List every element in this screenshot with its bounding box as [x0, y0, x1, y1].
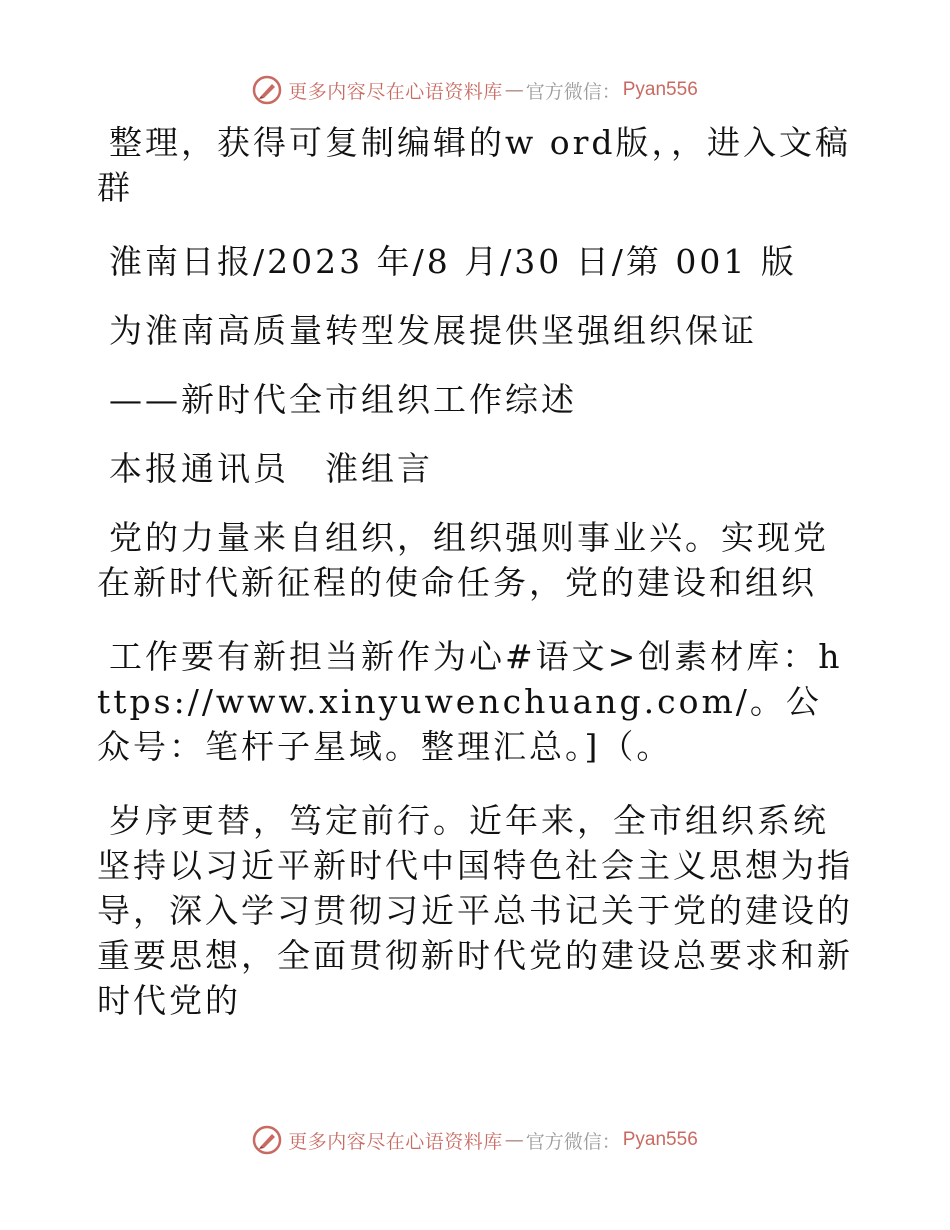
- pen-logo-icon: [252, 75, 282, 105]
- banner-dash: —: [504, 1129, 524, 1151]
- header-watermark-banner: [0, 70, 950, 110]
- paragraph-source: 淮南日报/2023 年/8 月/30 日/第 001 版: [109, 242, 797, 281]
- paragraph-body: 岁序更替，笃定前行。近年来，全市组织系统坚持以习近平新时代中国特色社会主义思想为指导，深入学习贯彻习近平总书记关于党的建设的重要思想，全面贯彻新时代党的建设总要求和新时代党的: [97, 801, 853, 1020]
- banner-dash: —: [504, 79, 524, 101]
- banner-text: 更多内容尽在心语资料库: [288, 1130, 503, 1153]
- paragraph-source-note: 工作要有新担当新作为心#语文>创素材库：https://www.xinyuwenchuang.com/。公众号：笔杆子星域。整理汇总。]（。: [97, 637, 843, 766]
- paragraph-byline: 本报通讯员 淮组言: [109, 449, 433, 488]
- banner-official-label: 官方微信：: [525, 80, 621, 103]
- paragraph-headline: 为淮南高质量转型发展提供坚强组织保证: [109, 311, 757, 350]
- banner-wechat-id: Pyan556: [622, 1129, 698, 1150]
- footer-watermark-banner: [0, 1120, 950, 1160]
- paragraph-lead: 党的力量来自组织，组织强则事业兴。实现党在新时代新征程的使命任务，党的建设和组织: [97, 518, 829, 602]
- banner-text: 更多内容尽在心语资料库: [288, 80, 503, 103]
- pen-logo-icon: [252, 1125, 282, 1155]
- banner-wechat-id: Pyan556: [622, 79, 698, 100]
- paragraph-intro: 整理，获得可复制编辑的w ord版，，进入文稿群: [97, 123, 852, 207]
- paragraph-subtitle: ——新时代全市组织工作综述: [109, 380, 577, 419]
- document-body: [97, 120, 857, 1052]
- banner-official-label: 官方微信：: [525, 1130, 621, 1153]
